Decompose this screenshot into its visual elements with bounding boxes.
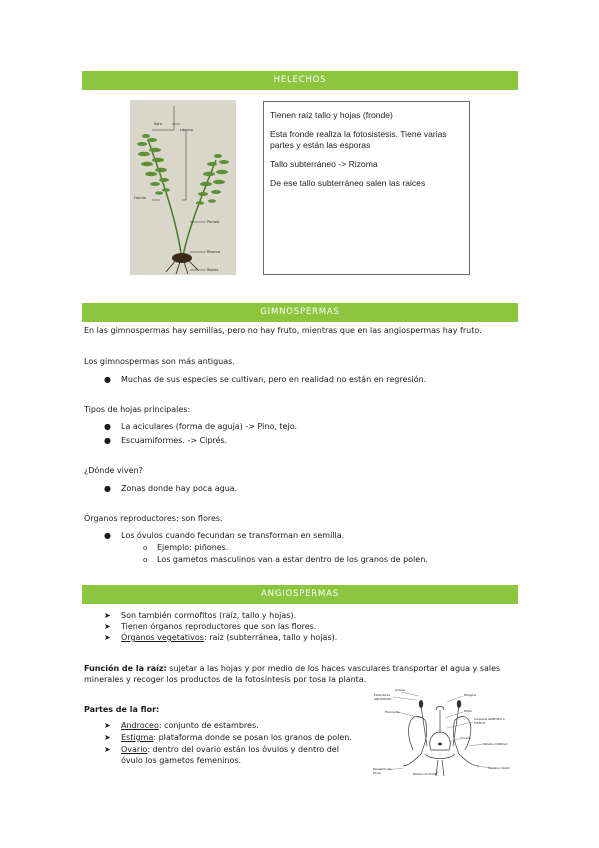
flower-label: Pétalos COROLA (483, 742, 508, 746)
gimno-intro: En las gimnospermas hay semillas, pero no hay fruto, mientras que en las angiospermas hay fruto. (84, 326, 482, 335)
angio-root-line (84, 664, 500, 674)
helechos-textbox (263, 101, 470, 275)
bullet-icon: ● (104, 422, 111, 431)
flower-label: Antera (395, 688, 406, 692)
flower-label: Sépalos CÁLIZ (488, 766, 510, 770)
angio-root-text: sujetar a las hojas y por medio de los haces vasculares transportar el agua y sales (166, 664, 501, 673)
flower-part-cont: óvulo los gametos femeninos. (121, 756, 242, 765)
flower-label: Filamento (385, 710, 400, 714)
gimno-leaves-title: Tipos de hojas principales: (84, 405, 191, 414)
angio-arrow-item (121, 633, 337, 643)
flower-part-item (121, 733, 352, 743)
bullet-icon: ● (104, 436, 111, 445)
textbox-line: De ese tallo subterráneo salen las raices (270, 178, 426, 188)
angio-root-line-2: minerales y recoger los productos de la fotosíntesis por tosa la planta. (84, 675, 367, 684)
arrow-icon: ➤ (104, 745, 111, 754)
gimno-organs-title: Órganos reproductores: son flores. (84, 514, 223, 523)
gimno-organs-bullet: Los óvulos cuando fecundan se transforman en semilla. (121, 531, 345, 540)
textbox-line: Tallo subterráneo -> Rizoma (270, 159, 378, 169)
gimno-older: Los gimnospermas son más antiguas. (84, 357, 235, 366)
sub-bullet-icon: o (143, 556, 148, 564)
fern-illustration (130, 100, 236, 275)
gimno-organs-sub: Los gametos masculinos van a estar dentro de los granos de polen. (157, 555, 428, 564)
fern-label-roots: Raíces (207, 268, 219, 272)
bullet-icon: ● (104, 375, 111, 384)
arrow-icon: ➤ (104, 611, 111, 620)
flower-part-label: Androceo (121, 721, 159, 730)
flower-label: Receptáculo floral (373, 767, 392, 775)
flower-diagram (373, 688, 513, 776)
flower-label: Estigma (464, 693, 477, 697)
arrow-icon: ➤ (104, 633, 111, 642)
fern-image (130, 100, 236, 275)
gimno-organs-sub: Ejemplo: piñones. (157, 543, 229, 552)
gimno-leaf-item: Escuamiformes. -> Ciprés. (121, 436, 228, 445)
angio-vegetativos-text: : raíz (subterránea, tallo y hojas). (203, 633, 338, 642)
angio-arrow-item: Tienen órganos reproductores que son las flores. (121, 622, 317, 631)
flower-label: Carpelos GINECEO o PISTILO (474, 717, 505, 725)
flower-part-item (121, 745, 339, 755)
bullet-icon: ● (104, 484, 111, 493)
arrow-icon: ➤ (104, 721, 111, 730)
fern-label-lamina: Lámina (180, 128, 193, 132)
angio-vegetativos-label: Órganos vegetativos (121, 633, 204, 642)
flower-label: Ovario (461, 736, 471, 740)
flower-part-label: Ovario (121, 745, 148, 754)
fern-label-petiole: Peciolo (207, 220, 220, 224)
flower-part-text: : conjunto de estambres. (158, 721, 259, 730)
fern-label-frond: Fronde (134, 196, 146, 200)
textbox-line: Esta fronde realiza la fotosistesis. Tiene varias partes y están las esporas (270, 129, 447, 150)
arrow-icon: ➤ (104, 733, 111, 742)
arrow-icon: ➤ (104, 622, 111, 631)
sub-bullet-icon: o (143, 544, 148, 552)
angio-arrow-item: Son también cormofitos (raíz, tallo y hojas). (121, 611, 297, 620)
flower-label: Estilo (464, 709, 473, 713)
fern-label-pinnae: Sora (154, 122, 162, 126)
angiospermas-header: ANGIOSPERMAS (82, 585, 518, 604)
flower-part-label: Estigma (121, 733, 154, 742)
flower-part-text: : plataforma donde se posan los granos de polen. (153, 733, 352, 742)
flower-label: Estambres ANDROCEO (374, 693, 392, 701)
flower-illustration (373, 688, 513, 776)
fern-label-rhizome: Rizoma (207, 250, 220, 254)
textbox-line: Tienen raíz tallo y hojas (fronde) (270, 110, 393, 120)
angio-root-label: Función de la raíz: (84, 664, 167, 673)
gimno-where-title: ¿Dónde viven? (84, 466, 143, 475)
helechos-header: HELECHOS (82, 71, 518, 90)
gimno-older-bullet: Muchas de sus especies se cultivan, pero en realidad no están en regresión. (121, 375, 427, 384)
flower-part-item (121, 721, 259, 731)
gimno-leaf-item: La aciculares (forma de aguja) -> Pino, tejo. (121, 422, 297, 431)
gimno-where-bullet: Zonas donde hay poca agua. (121, 484, 238, 493)
gimnospermas-header: GIMNOSPERMAS (82, 303, 518, 322)
angio-flower-title: Partes de la flor: (84, 705, 160, 714)
bullet-icon: ● (104, 531, 111, 540)
flower-part-text: : dentro del ovario están los óvulos y dentro del (147, 745, 339, 754)
flower-label: Pedúnculo floral (413, 772, 438, 776)
